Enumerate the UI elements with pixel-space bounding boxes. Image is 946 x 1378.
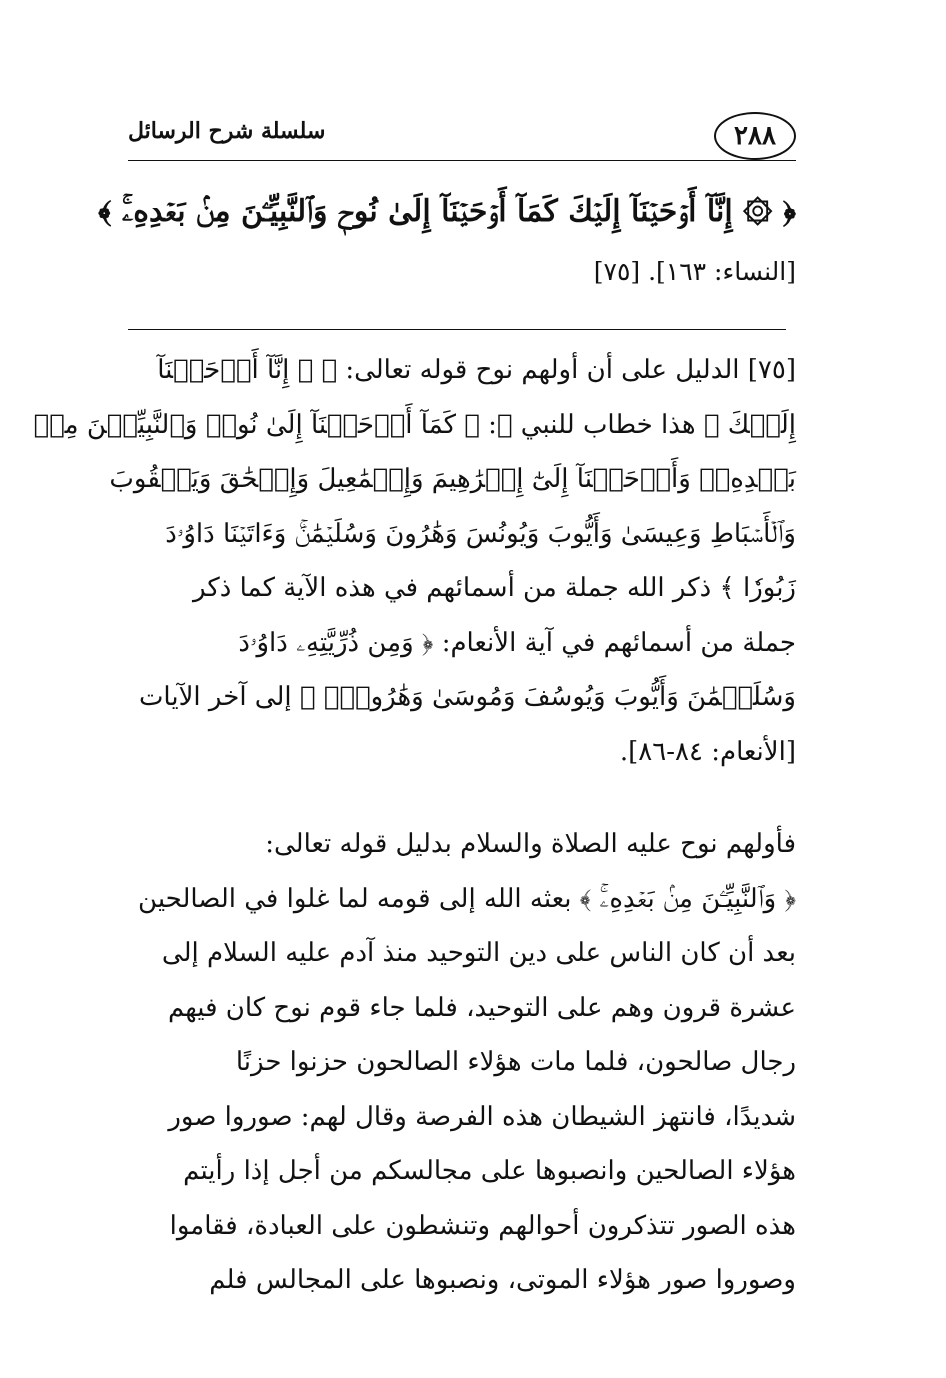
text-line: وصوروا صور هؤلاء الموتى، ونصبوها على المجالس فلم [209,1265,796,1295]
text-line: [٧٥] الدليل على أن أولهم نوح قوله تعالى: ﴿ ۞ إِنَّآ أَوۡحَيۡنَآ [157,355,796,385]
verse-citation: [النساء: ١٦٣]. [٧٥] [593,257,796,286]
header-rule [128,160,796,161]
text-line: هذه الصور تتذكرون أحوالهم وتنشطون على العبادة، فقاموا [169,1210,796,1241]
text-line: بعد أن كان الناس على دين التوحيد منذ آدم عليه السلام إلى [161,938,796,968]
text-line: فأولهم نوح عليه الصلاة والسلام بدليل قوله تعالى: [265,829,796,859]
page-header [128,112,796,164]
footnote-divider [128,329,786,330]
text-line: جملة من أسمائهم في آية الأنعام: ﴿ وَمِن ذُرِّيَّتِهِۦ دَاوُۥدَ [238,627,796,658]
series-title: سلسلة شرح الرسائل [128,118,326,144]
paragraph-gap [128,779,796,817]
text-line: عشرة قرون وهم على التوحيد، فلما جاء قوم نوح كان فيهم [167,992,796,1023]
page-number: ٢٨٨ [714,112,796,160]
text-line: شديدًا، فانتهز الشيطان هذه الفرصة وقال لهم: صوروا صور [168,1101,796,1132]
opening-verse-block [98,182,796,302]
text-line: وَٱلۡأَسۡبَاطِ وَعِيسَىٰ وَأَيُّوبَ وَيُونُسَ وَهَٰرُونَ وَسُلَيۡمَٰنَۚ وَءَاتَيۡنَا دَاوُۥدَ [165,518,796,549]
text-line: هؤلاء الصالحين وانصبوها على مجالسكم من أجل إذا رأيتم [183,1156,796,1186]
text-line: وَسُلَيۡمَٰنَ وَأَيُّوبَ وَيُوسُفَ وَمُوسَىٰ وَهَٰرُونَۚ ﴾ إلى آخر الآيات [138,682,796,712]
text-line: رجال صالحون، فلما مات هؤلاء الصالحون حزنوا حزنًا [235,1047,796,1077]
text-line: إِلَيۡكَ ﴾ هذا خطاب للنبي ﷺ: ﴿ كَمَآ أَوۡحَيۡنَآ إِلَىٰ نُوحٖ وَٱلنَّبِيِّـۧنَ مِنۢ [33,409,796,440]
text-line: بَعۡدِهِۦۚ وَأَوۡحَيۡنَآ إِلَىٰٓ إِبۡرَٰهِيمَ وَإِسۡمَٰعِيلَ وَإِسۡحَٰقَ وَيَعۡقُوبَ [109,464,796,494]
text-line: زَبُورٗا ﴾ ذكر الله جملة من أسمائهم في هذه الآية كما ذكر [193,573,796,603]
quran-verse: ﴿ ۞ إِنَّآ أَوۡحَيۡنَآ إِلَيۡكَ كَمَآ أَوۡحَيۡنَآ إِلَىٰ نُوحٖ وَٱلنَّبِيِّـۧنَ مِنۢ بَعۡدِهِۦۚ ﴾ [98,194,796,229]
commentary-text [33,343,796,1308]
text-line: [الأنعام: ٨٤-٨٦]. [619,736,796,767]
text-line: ﴿ وَٱلنَّبِيِّـۧنَ مِنۢ بَعۡدِهِۦۚ ﴾ بعثه الله إلى قومه لما غلوا في الصالحين [138,883,796,914]
